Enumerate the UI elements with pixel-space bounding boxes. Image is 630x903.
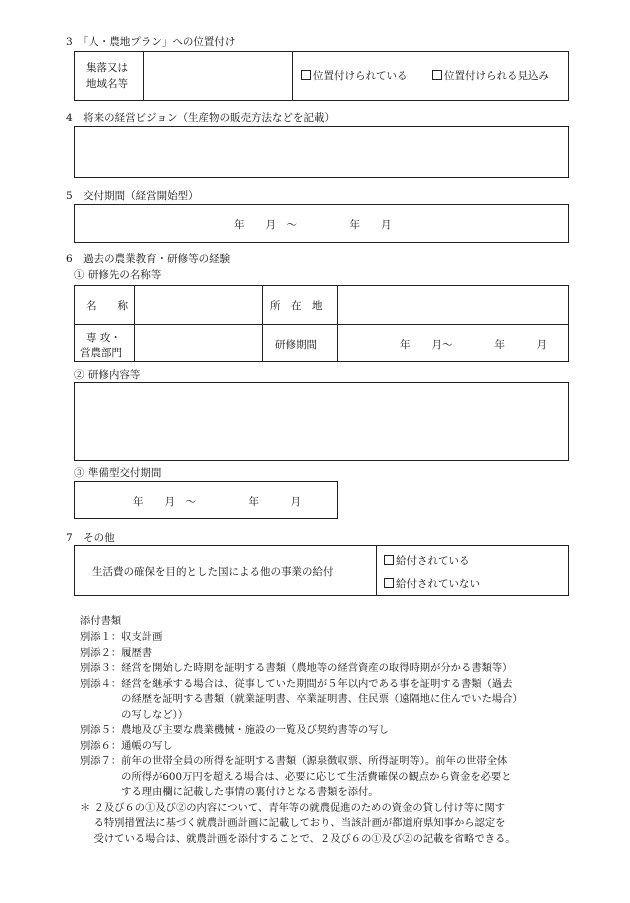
vision-field[interactable] (74, 126, 569, 178)
attachment-line: 別添６：通帳の写し (80, 739, 173, 752)
location-label: 所 在 地 (270, 300, 323, 312)
option-expected[interactable] (432, 68, 549, 83)
section-5-heading: 5 交付期間（経営開始型） (66, 190, 199, 202)
attachment-line: の写しなど）） (80, 708, 189, 721)
section-4-heading: 4 将来の経営ビジョン（生産物の販売方法などを記載） (66, 112, 335, 124)
note-line: 受けている場合は、就農計画を添付することで、２及び６の①及び②の記載を省略できる。 (80, 832, 516, 845)
area-label-line1: 集落又は (86, 62, 128, 74)
note-line: ＊ ２及び６の①及び②の内容について、青年等の就農促進のための資金の貸し付け等に関す (80, 801, 506, 814)
training-content-field[interactable] (74, 382, 569, 461)
training-period-label: 研修期間 (275, 339, 317, 351)
option-positioned-label: 位置付けられている (313, 70, 408, 82)
section-3-heading: 3 「人・農地プラン」への位置付け (66, 36, 236, 48)
option-received-label: 給付されている (396, 555, 470, 567)
option-not-received[interactable] (384, 576, 480, 591)
major-label-line1: 専 攻・ (86, 332, 121, 344)
attachment-line: 別添１：収支計画 (80, 631, 163, 643)
grant-period-text: 年 月 ～ 年 月 (234, 219, 392, 231)
other-benefit-label: 生活費の確保を目的とした国による他の事業の給付 (92, 566, 334, 578)
attachment-line: 別添２：履歴書 (80, 646, 153, 659)
area-name-field[interactable] (144, 52, 291, 100)
attachment-line: する理由欄に記載した事情の裏付けとなる書類を添付。 (80, 786, 379, 798)
attachment-line: 別添３：経営を開始した時期を証明する書類（農地等の経営資産の取得時期が分かる書類等） (80, 662, 513, 674)
training-period-value: 年 月～ 年 月 (400, 339, 547, 351)
checkbox-icon[interactable] (384, 555, 394, 565)
major-label-line2: 営農部門 (80, 347, 122, 359)
section-6-heading: 6 過去の農業教育・研修等の経験 (66, 253, 231, 265)
prep-period-text: 年 月 ～ 年 月 (133, 496, 301, 508)
attachments-title: 添付書類 (80, 615, 122, 627)
name-field[interactable] (135, 286, 261, 323)
section-7-heading: 7 その他 (66, 532, 115, 544)
attachment-line: 別添７：前年の世帯全員の所得を証明する書類（源泉徴収票、所得証明等）。前年の世帯全体 (80, 755, 508, 767)
option-not-received-label: 給付されていない (396, 578, 480, 590)
attachment-line: の経歴を証明する書類（就業証明書、卒業証明書、住民票（遠隔地に住んでいた場合） (80, 693, 523, 705)
checkbox-icon[interactable] (384, 578, 394, 588)
sub-2-heading: ② 研修内容等 (74, 369, 141, 381)
location-field[interactable] (338, 286, 568, 323)
checkbox-icon[interactable] (432, 70, 442, 80)
sub-1-heading: ① 研修先の名称等 (74, 269, 162, 281)
attachment-line: 別添５：農地及び主要な農業機械・施設の一覧及び契約書等の写し (80, 724, 389, 736)
checkbox-icon[interactable] (301, 70, 311, 80)
area-label-line2: 地域名等 (86, 78, 128, 90)
attachment-line: の所得が600万円を超える場合は、必要に応じて生活費確保の観点から資金を必要と (80, 770, 512, 783)
option-received[interactable] (384, 553, 470, 568)
note-line: る特別措置法に基づく就農計画計画に記載しており、当該計画が都道府県知事から認定を (80, 817, 506, 829)
sub-3-heading: ③ 準備型交付期間 (74, 467, 162, 479)
name-label: 名 称 (86, 300, 128, 312)
option-expected-label: 位置付けられる見込み (444, 70, 549, 82)
option-positioned[interactable] (301, 68, 408, 83)
major-field[interactable] (135, 325, 261, 361)
attachment-line: 別添４：経営を継承する場合は、従事していた期間が５年以内である事を証明する書類（過去 (80, 677, 513, 690)
